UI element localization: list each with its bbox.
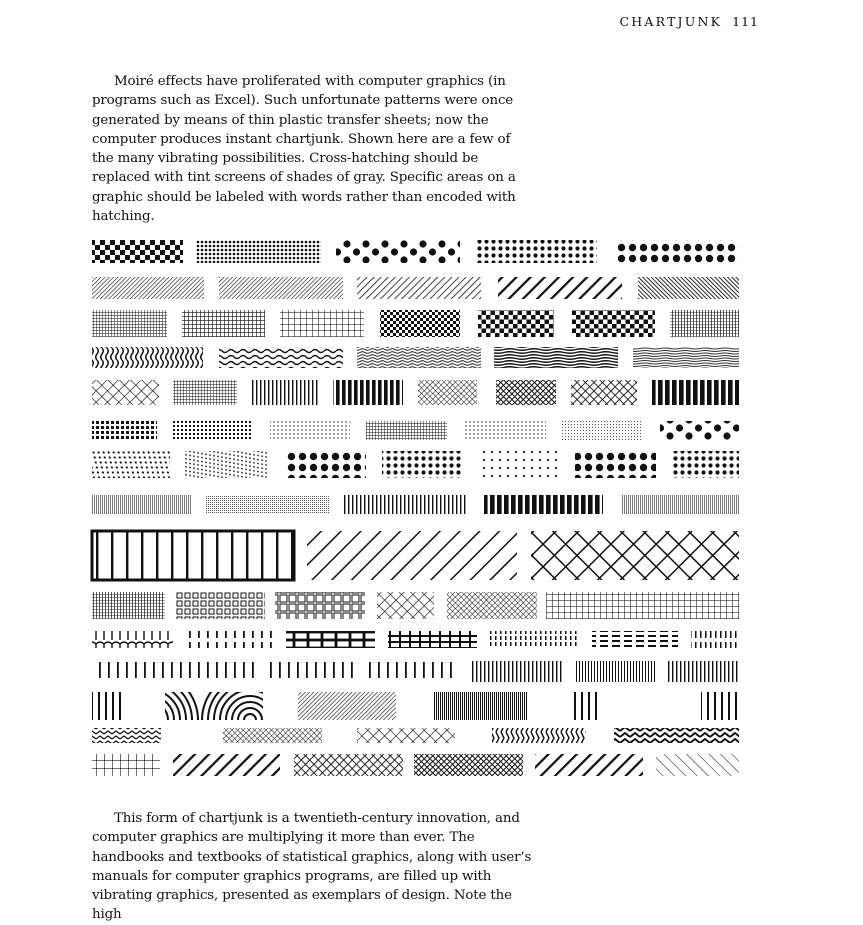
pattern-swatch-vertical-bars xyxy=(333,380,403,405)
pattern-swatch-vertical-ticks xyxy=(266,661,354,682)
pattern-swatch-crosshatch-large xyxy=(531,531,739,580)
pattern-swatch-arches xyxy=(92,631,173,648)
pattern-swatch-dots-tiny xyxy=(463,421,546,440)
pattern-swatch-dots-large-sparse xyxy=(336,240,460,263)
pattern-swatch-checker-fine xyxy=(380,310,460,337)
pattern-swatch-zigzag xyxy=(92,728,161,743)
pattern-swatch-zigzag-vertical xyxy=(492,728,586,743)
pattern-swatch-crosshatch-fine xyxy=(223,728,322,743)
pattern-swatch-vertical-ticks-sparse xyxy=(691,631,739,648)
pattern-swatch-brick-fine xyxy=(388,631,477,648)
pattern-swatch-vertical-lines xyxy=(252,380,320,405)
body-paragraph-continued: This form of chartjunk is a twentieth-century innovation, and computer graphics are multiplying it more than ever. The handbooks and textbooks of statistical graphics, along with user’s manuals for computer graphics programs, are filled up with vibrating graphics, presented as exemplars of design. Note the high xyxy=(92,811,532,923)
pattern-swatch-vertical-gray-fine xyxy=(205,495,329,514)
pattern-row-10 xyxy=(92,592,739,619)
pattern-swatch-grid-fine xyxy=(173,380,237,405)
pattern-swatch-grid xyxy=(92,240,739,776)
pattern-swatch-wavy-moire-fine xyxy=(633,347,739,368)
pattern-swatch-dots-gray xyxy=(562,421,643,440)
pattern-swatch-grid-coarse xyxy=(546,592,739,619)
pattern-swatch-dots-warped-fine xyxy=(185,451,267,478)
pattern-row-7 xyxy=(92,451,739,478)
pattern-row-11 xyxy=(92,631,739,648)
pattern-swatch-vertical-bars-thick xyxy=(652,380,739,405)
pattern-swatch-grid-dashed xyxy=(176,592,265,619)
pattern-swatch-crosshatch-fine xyxy=(447,592,537,619)
pattern-swatch-crosshatch-medium xyxy=(294,754,403,776)
pattern-swatch-hatch-diagonal-dense xyxy=(638,277,739,299)
pattern-row-8 xyxy=(92,495,739,514)
pattern-swatch-grid-fine xyxy=(92,310,167,337)
pattern-swatch-dots-medium xyxy=(476,240,597,263)
pattern-swatch-vertical-bars-sparse xyxy=(701,692,739,720)
pattern-row-13 xyxy=(92,692,739,720)
pattern-swatch-grid-coarse xyxy=(280,310,364,337)
pattern-swatch-dots-tiny xyxy=(270,421,350,440)
pattern-swatch-checker xyxy=(92,240,183,263)
pattern-swatch-hatch-diagonal-large xyxy=(307,531,517,580)
pattern-swatch-dots-large xyxy=(618,240,739,263)
pattern-swatch-hatch-diagonal-sparse xyxy=(656,754,739,776)
pattern-swatch-dots-medium xyxy=(382,451,463,478)
pattern-swatch-dots-grid xyxy=(92,421,157,440)
pattern-swatch-crosshatch-diamond xyxy=(357,728,455,743)
pattern-swatch-crosshatch-medium xyxy=(571,380,637,405)
pattern-swatch-dots-fine xyxy=(196,240,321,263)
pattern-swatch-wavy-vertical xyxy=(92,347,203,368)
page-number: 111 xyxy=(732,14,759,29)
pattern-row-14 xyxy=(92,728,739,743)
pattern-swatch-grid-fine xyxy=(366,421,447,440)
pattern-swatch-vertical-bars-sparse xyxy=(569,692,602,720)
pattern-swatch-hatch-diagonal-fine xyxy=(92,277,204,299)
pattern-swatch-crosshatch-dense xyxy=(414,754,523,776)
running-head-title: CHARTJUNK xyxy=(619,14,723,29)
pattern-swatch-chevron xyxy=(614,728,739,743)
pattern-swatch-wavy-horizontal-fine xyxy=(357,347,481,368)
pattern-swatch-vertical-gray xyxy=(92,495,191,514)
pattern-swatch-horizontal-dashed xyxy=(592,631,678,648)
pattern-swatch-dots-medium xyxy=(672,451,739,478)
pattern-swatch-grid-open xyxy=(275,592,365,619)
pattern-swatch-wavy-horizontal xyxy=(219,347,343,368)
pattern-row-2 xyxy=(92,277,739,299)
pattern-swatch-ladder xyxy=(92,531,294,580)
pattern-swatch-checker-medium xyxy=(572,310,655,337)
pattern-row-12 xyxy=(92,661,739,682)
pattern-swatch-vertical-ticks xyxy=(92,661,255,682)
pattern-swatch-dots-large xyxy=(287,451,366,478)
body-paragraph-intro: Moiré effects have proliferated with computer graphics (in programs such as Excel). Such unfortunate patterns were once generated by means of thin plastic transfer sheets; now the computer produces instant chartjunk. Shown here are a few of the many vibrating possibilities. Cross-hatching should be replaced with tint screens of shades of gray. Specific areas on a graphic should be labeled with words rather than encoded with hatching. xyxy=(92,74,516,225)
pattern-swatch-hatch-diagonal-thick xyxy=(498,277,622,299)
pattern-swatch-vertical-gray xyxy=(622,495,739,514)
pattern-swatch-vertical-bars-thick xyxy=(484,495,603,514)
pattern-swatch-crosshatch-diamond xyxy=(92,380,159,405)
pattern-swatch-crosshatch-diamond xyxy=(377,592,434,619)
pattern-swatch-hatch-diagonal-medium xyxy=(357,277,481,299)
pattern-swatch-vertical-lines-dense xyxy=(434,692,528,720)
pattern-row-1 xyxy=(92,240,739,263)
pattern-swatch-vertical-lines xyxy=(342,495,466,514)
pattern-swatch-vertical-ticks xyxy=(184,631,274,648)
pattern-swatch-vertical-bars-sparse xyxy=(92,692,126,720)
pattern-swatch-vertical-lines-fine xyxy=(575,661,655,682)
pattern-swatch-checker-medium xyxy=(478,310,554,337)
pattern-swatch-dots-grid-fine xyxy=(172,421,251,440)
pattern-row-4 xyxy=(92,347,739,368)
pattern-row-6 xyxy=(92,421,739,440)
pattern-swatch-crosshatch-dense xyxy=(496,380,556,405)
pattern-swatch-hatch-diagonal-fine xyxy=(298,692,396,720)
pattern-swatch-hatch-diagonal-fine xyxy=(219,277,343,299)
pattern-swatch-vertical-dashed xyxy=(488,631,578,648)
pattern-swatch-arcs-concentric xyxy=(165,692,263,720)
pattern-swatch-dots-large xyxy=(575,451,656,478)
pattern-swatch-grid-dense xyxy=(670,310,739,337)
pattern-row-3 xyxy=(92,310,739,337)
pattern-swatch-brick xyxy=(286,631,375,648)
pattern-swatch-crosshatch-fine xyxy=(418,380,477,405)
pattern-swatch-wavy-moire xyxy=(494,347,618,368)
pattern-row-9 xyxy=(92,531,739,580)
pattern-row-5 xyxy=(92,380,739,405)
pattern-swatch-dots-small-sparse xyxy=(481,451,558,478)
pattern-swatch-hatch-diagonal-thick xyxy=(173,754,280,776)
pattern-swatch-vertical-lines xyxy=(471,661,564,682)
pattern-row-15 xyxy=(92,754,739,776)
pattern-swatch-dots-warped xyxy=(92,451,170,478)
pattern-swatch-hatch-diagonal-thick xyxy=(535,754,643,776)
pattern-swatch-grid-medium xyxy=(182,310,265,337)
pattern-swatch-dots-large-sparse xyxy=(660,421,739,440)
pattern-swatch-vertical-lines xyxy=(668,661,739,682)
pattern-swatch-grid-dense xyxy=(92,592,165,619)
pattern-swatch-vertical-ticks xyxy=(366,661,459,682)
pattern-swatch-grid-square xyxy=(92,754,160,776)
